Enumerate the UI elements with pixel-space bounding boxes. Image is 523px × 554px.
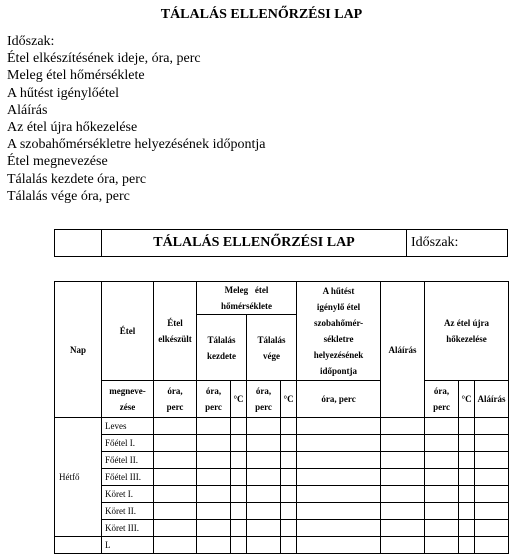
cell-input[interactable] — [381, 469, 425, 486]
table-row — [55, 503, 509, 520]
unit-prepared-time — [154, 381, 197, 418]
cell-input[interactable] — [281, 435, 297, 452]
cell-input[interactable] — [197, 469, 231, 486]
unit-reheat-line1: óra, — [433, 386, 450, 396]
day-cell-next — [55, 537, 102, 554]
cell-input[interactable] — [247, 452, 281, 469]
unit-end-time — [247, 381, 281, 418]
cell-input[interactable] — [281, 520, 297, 537]
cell-input[interactable] — [197, 486, 231, 503]
field-signature: Aláírás — [7, 102, 48, 118]
cell-input[interactable] — [425, 537, 459, 554]
cell-input[interactable] — [197, 503, 231, 520]
cell-input[interactable] — [231, 418, 247, 435]
cell-input[interactable] — [281, 537, 297, 554]
header-hot-temp-line2: hőmérséklete — [221, 301, 273, 311]
cell-input[interactable] — [459, 469, 475, 486]
header-prepared-line1: Étel — [167, 318, 183, 328]
field-serve-end: Tálalás vége óra, perc — [7, 188, 130, 204]
cell-input[interactable] — [231, 452, 247, 469]
cell-input[interactable] — [475, 418, 509, 435]
unit-end-line2: perc — [255, 402, 272, 412]
cell-input[interactable] — [459, 486, 475, 503]
cell-input[interactable] — [475, 537, 509, 554]
header-serve-end-line1: Tálalás — [257, 334, 286, 345]
unit-start-line2: perc — [205, 402, 222, 412]
cell-input[interactable] — [459, 452, 475, 469]
cell-input[interactable] — [197, 418, 231, 435]
field-hot-temp: Meleg étel hőmérséklete — [7, 68, 145, 84]
cell-input[interactable] — [281, 503, 297, 520]
cell-input[interactable] — [154, 486, 197, 503]
header-cooling-line3: szobahőmér- — [313, 318, 364, 328]
header-prepared — [154, 282, 197, 381]
unit-reheat-celsius: °C — [459, 381, 475, 418]
dish-label: Főétel I. — [102, 435, 154, 452]
table-row — [55, 537, 509, 554]
cell-input[interactable] — [297, 503, 381, 520]
form-period-label: Időszak: — [407, 230, 508, 257]
cell-input[interactable] — [475, 469, 509, 486]
cell-input[interactable] — [475, 520, 509, 537]
field-room-temp-time: A szobahőmérsékletre helyezésének időpontja — [7, 137, 266, 153]
dish-label: Főétel III. — [102, 469, 154, 486]
cell-input[interactable] — [231, 469, 247, 486]
cell-input[interactable] — [297, 435, 381, 452]
header-day: Nap — [55, 282, 102, 418]
dish-label: Leves — [102, 418, 154, 435]
cell-input[interactable] — [381, 486, 425, 503]
cell-input[interactable] — [425, 469, 459, 486]
cell-input[interactable] — [297, 486, 381, 503]
cell-input[interactable] — [459, 520, 475, 537]
unit-start-celsius: °C — [231, 381, 247, 418]
serving-log-table — [54, 281, 509, 554]
cell-input[interactable] — [459, 537, 475, 554]
dish-label: Köret I. — [102, 486, 154, 503]
cell-input[interactable] — [247, 469, 281, 486]
cell-input[interactable] — [247, 435, 281, 452]
cell-input[interactable] — [381, 520, 425, 537]
cell-input[interactable] — [459, 503, 475, 520]
unit-prepared-line2: perc — [166, 402, 184, 412]
header-cooling-line6: időpontja — [320, 366, 358, 376]
cell-input[interactable] — [459, 435, 475, 452]
cell-input[interactable] — [154, 469, 197, 486]
cell-input[interactable] — [475, 486, 509, 503]
unit-reheat-time — [425, 381, 459, 418]
cell-input[interactable] — [231, 520, 247, 537]
cell-input[interactable] — [154, 418, 197, 435]
header-serve-start — [197, 315, 247, 381]
cell-input[interactable] — [425, 435, 459, 452]
cell-input[interactable] — [297, 418, 381, 435]
unit-reheat-line2: perc — [433, 402, 450, 412]
cell-input[interactable] — [297, 520, 381, 537]
cell-input[interactable] — [381, 452, 425, 469]
table-row — [55, 520, 509, 537]
dish-label: Köret II. — [102, 503, 154, 520]
header-dish-name — [102, 381, 154, 418]
unit-reheat-signature: Aláírás — [475, 381, 509, 418]
header-serve-start-line1: Tálalás — [207, 334, 236, 345]
table-row — [55, 418, 509, 435]
cell-input[interactable] — [381, 503, 425, 520]
form-title: TÁLALÁS ELLENŐRZÉSI LAP — [102, 230, 407, 257]
field-prep-time: Étel elkészítésének ideje, óra, perc — [7, 51, 201, 67]
cell-input[interactable] — [297, 469, 381, 486]
cell-input[interactable] — [459, 418, 475, 435]
title-empty-cell — [55, 230, 102, 257]
header-prepared-line2: elkészült — [158, 334, 192, 344]
header-serve-end-line2: vége — [263, 350, 281, 361]
table-row — [55, 486, 509, 503]
cell-input[interactable] — [154, 503, 197, 520]
header-serve-start-line2: kezdete — [207, 350, 236, 361]
cell-input[interactable] — [297, 452, 381, 469]
header-cooling-line4: sékletre — [323, 334, 354, 344]
header-hot-temp — [197, 282, 297, 315]
cell-input[interactable] — [475, 452, 509, 469]
cell-input[interactable] — [231, 503, 247, 520]
field-serve-start: Tálalás kezdete óra, perc — [7, 171, 147, 187]
cell-input[interactable] — [425, 503, 459, 520]
day-label: Hétfő — [55, 418, 102, 537]
cell-input[interactable] — [247, 486, 281, 503]
cell-input[interactable] — [475, 435, 509, 452]
header-dish-name-line2: zése — [119, 402, 136, 412]
header-cooling-line1: A hűtést — [322, 286, 355, 296]
header-serve-end — [247, 315, 297, 381]
cell-input[interactable] — [247, 520, 281, 537]
cell-input[interactable] — [381, 418, 425, 435]
cell-input[interactable] — [297, 537, 381, 554]
cell-input[interactable] — [281, 486, 297, 503]
cell-input[interactable] — [247, 503, 281, 520]
dish-label-partial: L — [102, 537, 154, 554]
cell-input[interactable] — [154, 435, 197, 452]
unit-cooling-time: óra, perc — [297, 381, 381, 418]
header-cooling-line2: igénylő étel — [316, 302, 361, 312]
cell-input[interactable] — [231, 435, 247, 452]
cell-input[interactable] — [281, 452, 297, 469]
cell-input[interactable] — [381, 537, 425, 554]
field-dish-name: Étel megnevezése — [7, 154, 108, 170]
cell-input[interactable] — [197, 452, 231, 469]
cell-input[interactable] — [381, 435, 425, 452]
table-row — [55, 452, 509, 469]
cell-input[interactable] — [475, 503, 509, 520]
field-period: Időszak: — [7, 34, 55, 49]
cell-input[interactable] — [197, 537, 231, 554]
dish-label: Főétel II. — [102, 452, 154, 469]
field-reheat: Az étel újra hőkezelése — [7, 120, 138, 136]
cell-input[interactable] — [425, 452, 459, 469]
cell-input[interactable] — [154, 520, 197, 537]
form-title-table — [54, 229, 508, 257]
header-cooling — [297, 282, 381, 381]
cell-input[interactable] — [231, 486, 247, 503]
cell-input[interactable] — [231, 537, 247, 554]
cell-input[interactable] — [281, 469, 297, 486]
cell-input[interactable] — [197, 520, 231, 537]
unit-end-celsius: °C — [281, 381, 297, 418]
cell-input[interactable] — [281, 418, 297, 435]
unit-start-time — [197, 381, 231, 418]
cell-input[interactable] — [154, 537, 197, 554]
cell-input[interactable] — [425, 486, 459, 503]
table-row — [55, 435, 509, 452]
cell-input[interactable] — [154, 452, 197, 469]
field-list — [7, 33, 266, 205]
table-row — [55, 469, 509, 486]
cell-input[interactable] — [247, 537, 281, 554]
header-dish: Étel — [102, 282, 154, 381]
unit-start-line1: óra, — [205, 386, 222, 396]
cell-input[interactable] — [197, 435, 231, 452]
header-reheat-line2: hőkezelése — [446, 334, 487, 344]
dish-label: Köret III. — [102, 520, 154, 537]
header-hot-temp-line1: Meleg étel — [224, 285, 269, 295]
header-dish-name-line1: megneve- — [109, 386, 146, 396]
header-reheat — [425, 282, 509, 381]
cell-input[interactable] — [247, 418, 281, 435]
header-reheat-line1: Az étel újra — [444, 318, 490, 328]
page-title: TÁLALÁS ELLENŐRZÉSI LAP — [160, 7, 363, 22]
cell-input[interactable] — [425, 520, 459, 537]
field-cooling: A hűtést igénylőétel — [7, 85, 119, 101]
header-cooling-line5: helyezésének — [313, 350, 364, 360]
cell-input[interactable] — [425, 418, 459, 435]
unit-end-line1: óra, — [255, 386, 272, 396]
unit-prepared-line1: óra, — [167, 386, 183, 396]
header-signature: Aláírás — [381, 282, 425, 418]
